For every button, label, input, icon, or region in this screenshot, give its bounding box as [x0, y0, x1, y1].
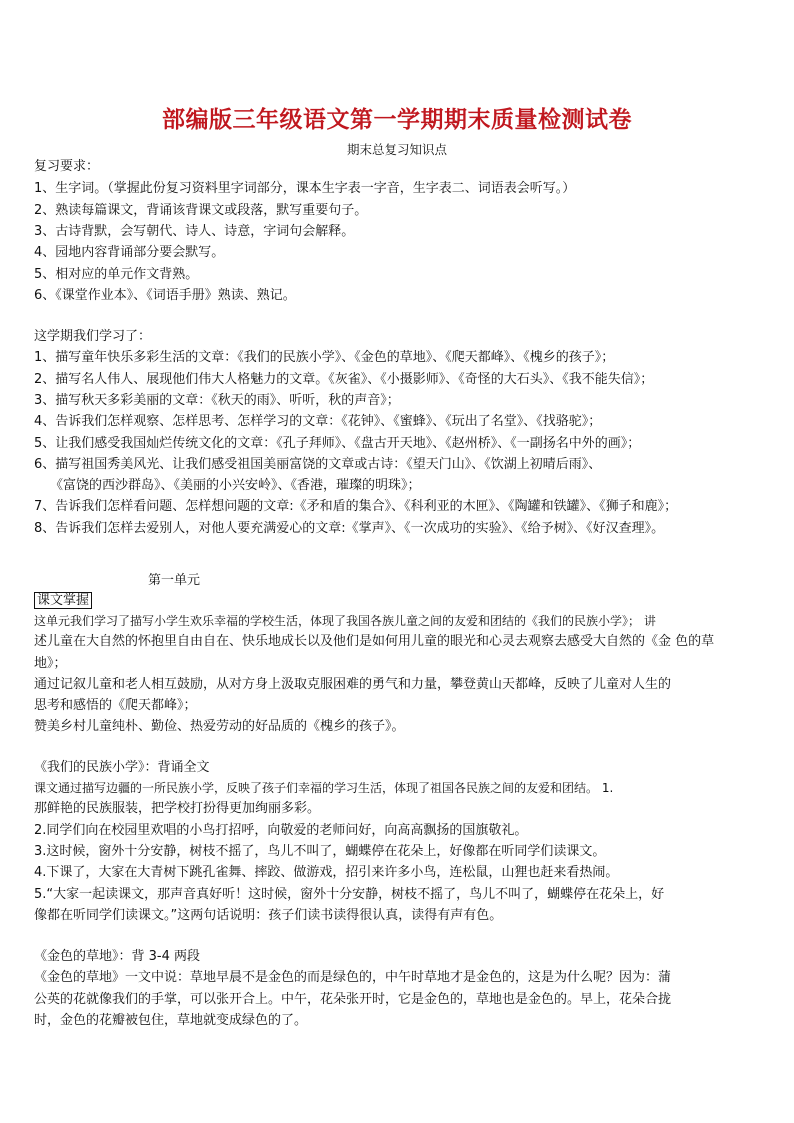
review-heading: 复习要求： [34, 159, 100, 174]
review-item: 5、相对应的单元作文背熟。 [34, 267, 199, 282]
learned-item: 7、告诉我们怎样看问题、怎样想问题的文章:《矛和盾的集合》、《科利亚的木匣》、《陶罐和铁罐》、《狮子和鹿》； [34, 499, 678, 514]
learned-item: 2、描写名人伟人、展现他们伟大人格魅力的文章。《灰雀》、《小摄影师》、《奇怪的大石头》、《我不能失信》； [34, 372, 654, 387]
learned-item-continued: 《富饶的西沙群岛》、《美丽的小兴安岭》、《香港，璀璨的明珠》； [50, 478, 421, 493]
review-item: 1、生字词。（掌握此份复习资料里字词部分，课本生字表一字音，生字表二、词语表会听写。） [34, 181, 576, 196]
learned-item: 6、描写祖国秀美风光、让我们感受祖国美丽富饶的文章或古诗：《望天门山》、《饮湖上初晴后雨》、 [34, 457, 602, 472]
review-item: 3、古诗背默，会写朝代、诗人、诗意，字词句会解释。 [34, 224, 355, 239]
learned-heading: 这学期我们学习了： [34, 329, 152, 344]
learned-item: 4、告诉我们怎样观察、怎样思考、怎样学习的文章：《花钟》、《蜜蜂》、《玩出了名堂》、《找骆驼》； [34, 414, 602, 429]
unit-text-line: 思考和感悟的《爬天都峰》； [34, 698, 197, 713]
lesson-text-line: 像都在听同学们读课文。”这两句话说明：孩子们读书读得很认真，读得有声有色。 [34, 908, 503, 923]
lesson-text-line: 《金色的草地》一文中说：草地早晨不是金色的而是绿色的，中午时草地才是金色的，这是为什么呢？因为：蒲 [34, 970, 672, 985]
lesson-text-line: 3.这时候，窗外十分安静，树枝不摇了，鸟儿不叫了，蝴蝶停在花朵上，好像都在听同学们读课文。 [34, 844, 606, 859]
review-item: 2、熟读每篇课文，背诵该背课文或段落，默写重要句子。 [34, 203, 368, 218]
unit-text-line: 通过记叙儿童和老人相互鼓励，从对方身上汲取克服困难的勇气和力量，攀登黄山天都峰，反映了儿童对人生的 [34, 677, 672, 692]
review-item: 6、《课堂作业本》、《词语手册》熟读、熟记。 [34, 288, 296, 303]
unit-text-line: 这单元我们学习了描写小学生欢乐幸福的学校生活，体现了我国各族儿童之间的友爱和团结的《我们的民族小学》； 讲 [34, 614, 656, 628]
unit-text-line: 地》； [34, 656, 67, 671]
lesson-heading: 《我们的民族小学》：背诵全文 [34, 760, 210, 775]
lesson-text-line: 2.同学们向在校园里欢唱的小鸟打招呼，向敬爱的老师问好，向高高飘扬的国旗敬礼。 [34, 823, 528, 838]
unit-heading: 第一单元 [148, 573, 201, 588]
lesson-text-line: 公英的花就像我们的手掌，可以张开合上。中午，花朵张开时，它是金色的，草地也是金色的。早上，花朵合拢 [34, 992, 672, 1007]
review-item: 4、园地内容背诵部分要会默写。 [34, 245, 225, 260]
learned-item: 3、描写秋天多彩美丽的文章：《秋天的雨》、听听，秋的声音》； [34, 393, 400, 408]
section-label-box [34, 592, 92, 610]
lesson-text-line: 那鲜艳的民族服装，把学校打扮得更加绚丽多彩。 [34, 801, 321, 816]
learned-item: 1、描写童年快乐多彩生活的文章：《我们的民族小学》、《金色的草地》、《爬天都峰》、《槐乡的孩子》； [34, 350, 615, 365]
lesson-text-line: 时，金色的花瓣被包住，草地就变成绿色的了。 [34, 1013, 308, 1028]
section-label: 课文掌握 [34, 592, 92, 609]
lesson-text-line: 4.下课了，大家在大青树下跳孔雀舞、摔跤、做游戏，招引来许多小鸟，连松鼠，山狸也赶来看热闹。 [34, 865, 619, 880]
learned-item: 5、让我们感受我国灿烂传统文化的文章：《孔子拜师》、《盘古开天地》、《赵州桥》、《一副扬名中外的画》； [34, 436, 641, 451]
lesson-text-line: 5.“大家一起读课文，那声音真好听！这时候，窗外十分安静，树枝不摇了，鸟儿不叫了，蝴蝶停在花朵上，好 [34, 887, 665, 902]
unit-text-line: 赞美乡村儿童纯朴、勤俭、热爱劳动的好品质的《槐乡的孩子》。 [34, 719, 405, 734]
learned-item: 8、告诉我们怎样去爱别人，对他人要充满爱心的文章:《掌声》、《一次成功的实验》、《给予树》、《好汉查理》。 [34, 521, 665, 536]
lesson-text-line: 课文通过描写边疆的一所民族小学，反映了孩子们幸福的学习生活，体现了祖国各民族之间的友爱和团结。 1. [34, 781, 614, 795]
document-subtitle: 期末总复习知识点 [346, 142, 447, 157]
document-title: 部编版三年级语文第一学期期末质量检测试卷 [162, 106, 632, 133]
lesson-heading: 《金色的草地》：背 3-4 两段 [34, 949, 200, 964]
unit-text-line: 述儿童在大自然的怀抱里自由自在、快乐地成长以及他们是如何用儿童的眼光和心灵去观察去感受大自然的《金 色的草 [34, 634, 715, 649]
